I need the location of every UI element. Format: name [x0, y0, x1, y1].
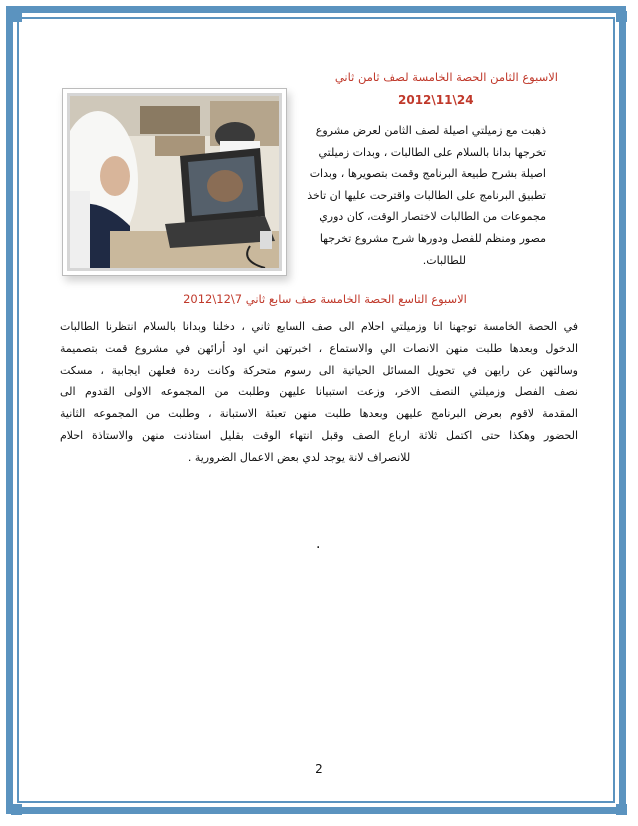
paragraph-line: للطالبات.	[422, 253, 466, 267]
paragraph-line: للانصراف لانة يوجد لدي بعض الاعمال الضرورية .	[187, 450, 411, 464]
section2-paragraph	[60, 316, 578, 469]
paragraph-line: الحضور وهكذا حتى اكتمل ثلاثة ارباع الصف وقبل انتهاء الوقت بقليل استاذنت منهن والاستاذة احلام	[60, 428, 578, 442]
paragraph-line: في الحصة الخامسة توجهنا انا وزميلتي احلام الى صف السابع ثاني ، دخلنا وبدانا بالسلام انتظرنا الطالبات	[60, 320, 578, 333]
section2-heading: الاسبوع التاسع الحصة الخامسة صف سابع ثاني 7\12\2012	[183, 292, 467, 306]
classroom-photo	[67, 93, 282, 271]
paragraph-line: الدخول وبعدها طلبت منهن الانصات الي والاستماع ، اخبرتهن اني اود أرائهن في مشروع قمت بتصميمة	[60, 341, 578, 355]
paragraph-line: وسالتهن عن رايهن في تحويل المسائل الحياتية الى رسوم متحركة وكانت ردة فعلهن ايجابية ، مسكت	[60, 363, 578, 377]
section1-heading: الاسبوع الثامن الحصة الخامسة لصف ثامن ثاني	[334, 70, 558, 84]
paragraph-line: تخرجها بدانا بالسلام على الطالبات ، وبدات زميلتي	[318, 145, 546, 159]
paragraph-line: ذهبت مع زميلتي اصيلة لصف الثامن لعرض مشروع	[315, 124, 546, 137]
paragraph-line: مجموعات من الطالبات لاختصار الوقت، كان دوري	[319, 210, 546, 224]
classroom-photo-illustration	[70, 96, 279, 268]
border-corner-top-right	[616, 11, 627, 22]
border-corner-bottom-left	[11, 804, 22, 815]
paragraph-line: نصف الفصل وزميلتي النصف الاخر، وزعت استبيانا عليهن وطلبت من المجموعه الاولى القدوم الى	[60, 385, 578, 399]
paragraph-line: اصيلة بشرح طبيعة البرنامج وقمت بتصويرها ، وبدات	[309, 167, 546, 181]
section1-date: 2012\11\24	[398, 93, 474, 107]
border-corner-bottom-right	[616, 804, 627, 815]
stray-dot: .	[316, 536, 321, 552]
border-corner-top-left	[11, 11, 22, 22]
paragraph-line: مصور ومنظم للفصل ودورها شرح مشروع تخرجها	[319, 231, 546, 245]
section1-paragraph	[284, 120, 546, 271]
paragraph-line: تطبيق البرنامج على الطالبات واقترحت عليها ان تاخذ	[307, 188, 546, 202]
paragraph-line: المقدمة لاقوم بعرض البرنامج عليهن وبعدها طلبت منهن تعبئة الاستبانة ، وطلبت من المجموعه الثانية	[60, 407, 578, 421]
page-number: 2	[315, 762, 323, 776]
